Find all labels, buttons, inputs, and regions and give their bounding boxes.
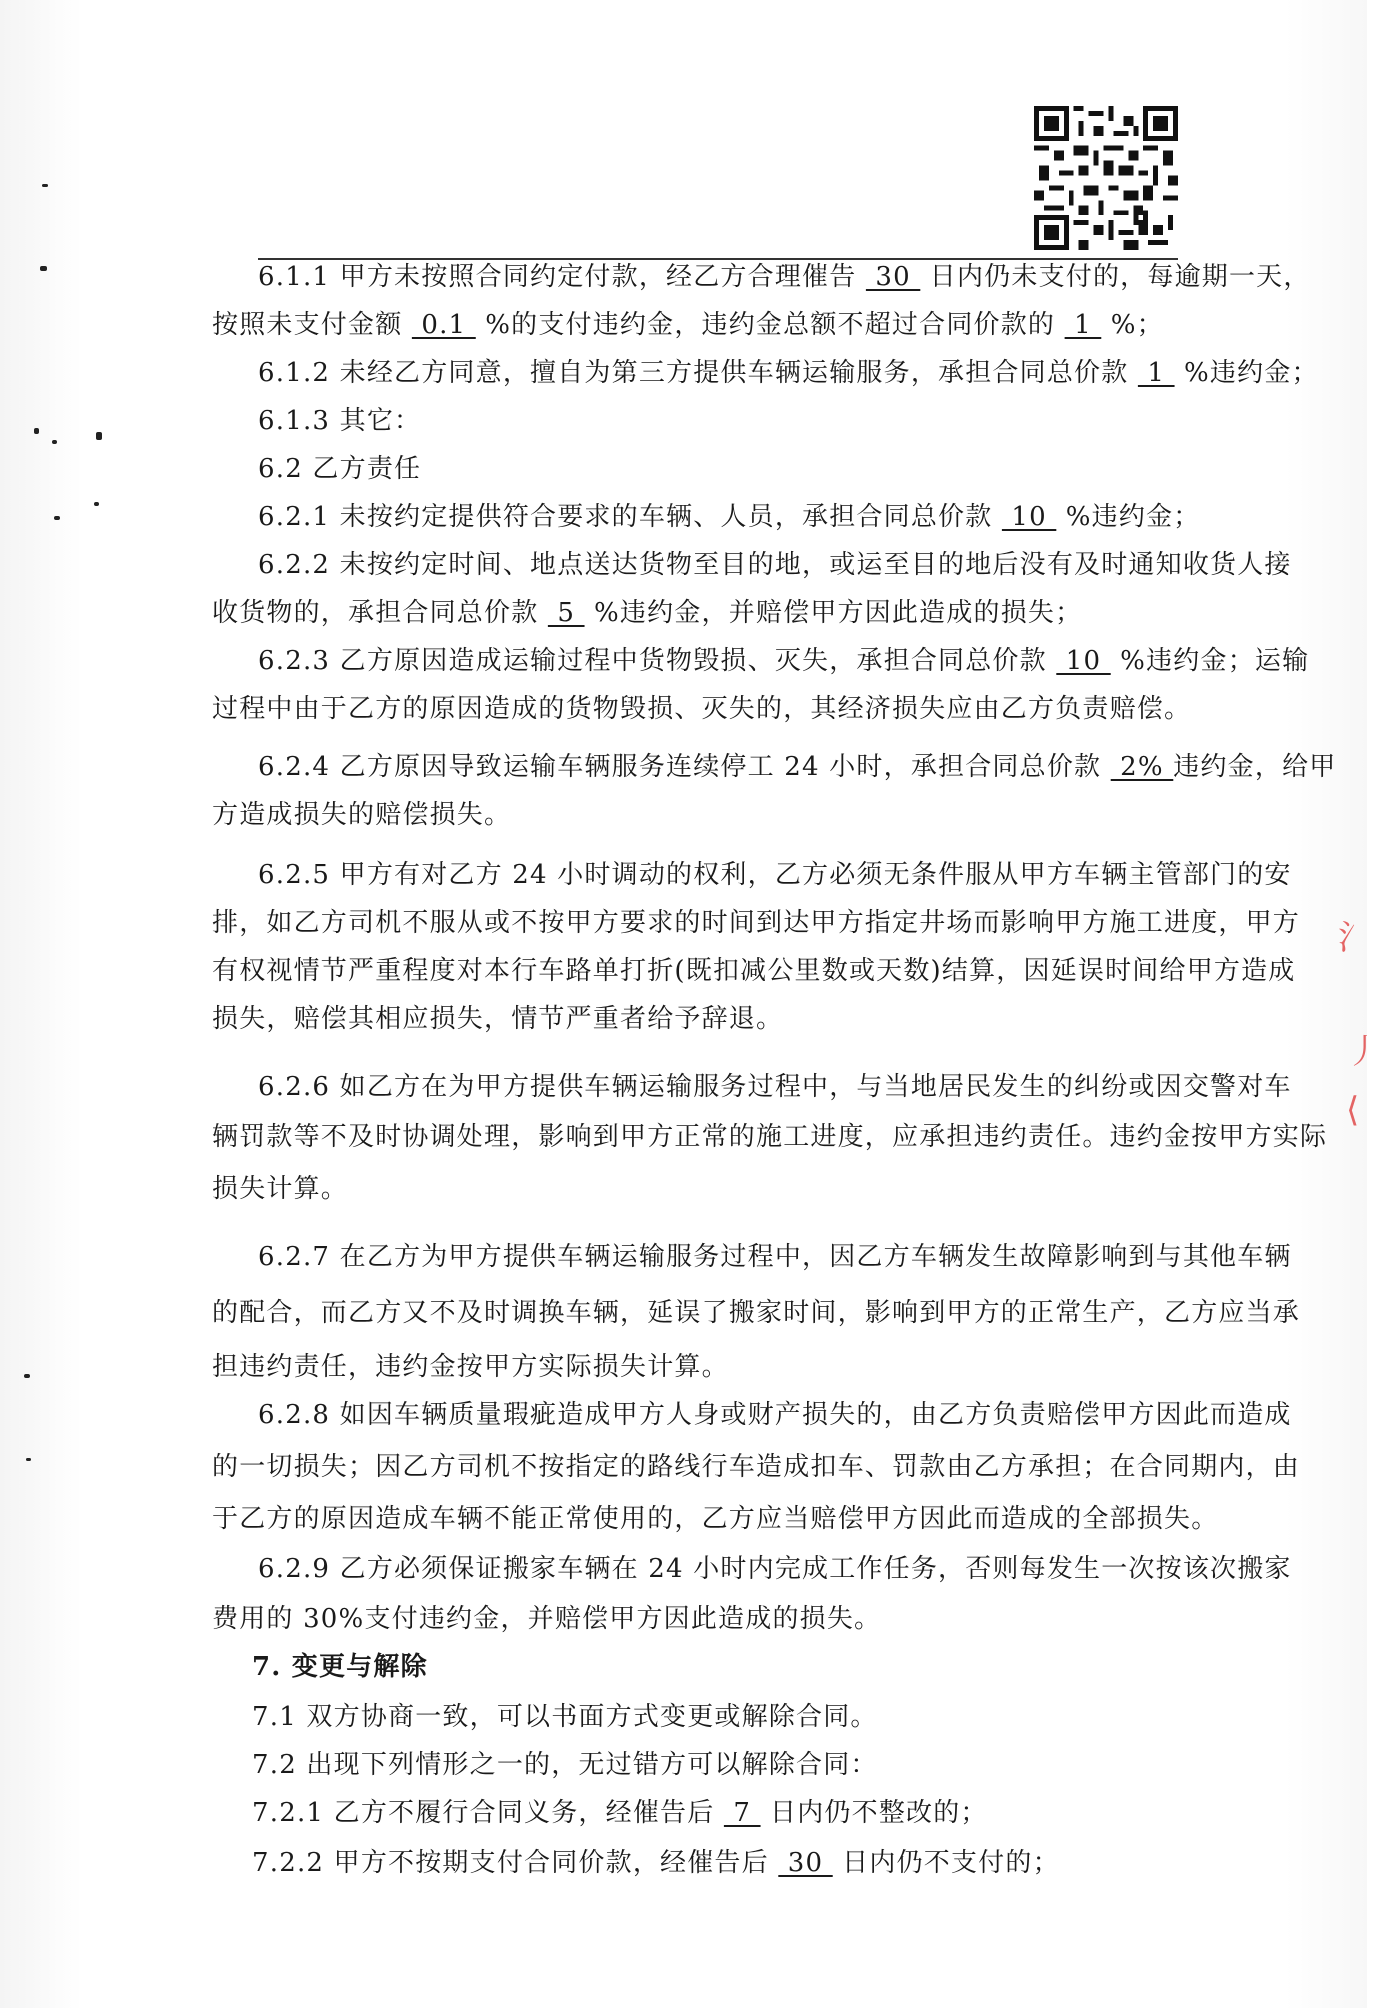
red-stamp-fragment: 氵 [1338,918,1372,958]
clause-text: 按照未支付金额 [212,310,412,340]
filled-blank: 1 [1137,358,1175,388]
scan-speck [40,266,47,271]
clause-text: 费用的 30%支付违约金，并赔偿甲方因此造成的损失。 [212,1604,882,1634]
filled-blank: 10 [1001,502,1057,532]
clause-text: 排，如乙方司机不服从或不按甲方要求的时间到达甲方指定井场而影响甲方施工进度，甲方 [212,908,1301,938]
clause-text: 6.2.3 乙方原因造成运输过程中货物毁损、灭失，承担合同总价款 [258,646,1057,676]
clause-text: 6.2.7 在乙方为甲方提供车辆运输服务过程中，因乙方车辆发生故障影响到与其他车辆 [258,1242,1292,1272]
clause-line [212,956,1296,986]
clause-text: 6.1.3 其它： [258,406,422,436]
clause-text: 损失计算。 [212,1174,349,1204]
clause-text: 6.2.8 如因车辆质量瑕疵造成甲方人身或财产损失的，由乙方负责赔偿甲方因此而造成 [258,1400,1292,1430]
filled-blank: 30 [865,262,921,292]
clause-line [258,1072,1292,1102]
clause-line [258,1554,1292,1584]
clause-text: 7.2.2 甲方不按期支付合同价款，经催告后 [252,1848,779,1878]
filled-blank: 2% [1110,752,1174,782]
clause-line [212,1298,1300,1328]
clause-line [258,454,421,484]
clause-text: 7. 变更与解除 [252,1652,428,1682]
clause-text: 的配合，而乙方又不及时调换车辆，延误了搬家时间，影响到甲方的正常生产，乙方应当承 [212,1298,1301,1328]
clause-line [252,1798,988,1828]
clause-text: 日内仍不整改的； [760,1798,988,1828]
filled-blank: 1 [1064,310,1102,340]
filled-blank: 0.1 [411,310,476,340]
clause-line [258,1400,1292,1430]
clause-text: 担违约责任，违约金按甲方实际损失计算。 [212,1352,729,1382]
clause-line [212,310,1164,340]
clause-line [212,694,1191,724]
scan-speck [96,432,102,440]
clause-line [258,262,1311,292]
clause-text: 7.2.1 乙方不履行合同义务，经催告后 [252,1798,724,1828]
clause-line [212,598,1082,628]
clause-text: %违约金，并赔偿甲方因此造成的损失； [584,598,1083,628]
scan-speck [42,184,48,187]
clause-text: 于乙方的原因造成车辆不能正常使用的，乙方应当赔偿甲方因此而造成的全部损失。 [212,1504,1219,1534]
clause-text: %违约金； [1056,502,1201,532]
clause-text: 的一切损失；因乙方司机不按指定的路线行车造成扣车、罚款由乙方承担；在合同期内，由 [212,1452,1301,1482]
clause-line [212,1122,1327,1152]
filled-blank: 30 [778,1848,833,1878]
clause-text: 6.2.4 乙方原因导致运输车辆服务连续停工 24 小时，承担合同总价款 [258,752,1111,782]
clause-text: %的支付违约金，违约金总额不超过合同价款的 [475,310,1065,340]
clause-text: 方造成损失的赔偿损失。 [212,800,512,830]
clause-line [258,358,1319,388]
red-stamp-fragment: ⟨ [1346,1090,1360,1130]
clause-line [252,1750,878,1780]
clause-line [258,752,1336,782]
clause-text: 7.1 双方协商一致，可以书面方式变更或解除合同。 [252,1702,878,1732]
clause-line [258,406,421,436]
scan-speck [24,1374,30,1378]
scan-speck [34,428,39,434]
clause-line [258,860,1292,890]
red-stamp-fragment: 丿 [1346,1032,1380,1072]
clause-text: 违约金，给甲 [1173,752,1337,782]
clause-line [212,908,1300,938]
filled-blank: 7 [723,1798,761,1828]
filled-blank: 10 [1056,646,1111,676]
clause-text: %违约金； [1174,358,1319,388]
clause-line [212,800,511,830]
clause-line [212,1004,783,1034]
filled-blank: 5 [547,598,585,628]
clause-text: %； [1101,310,1164,340]
scan-speck [54,516,60,520]
clause-line [212,1352,729,1382]
clause-text: 日内仍不支付的； [832,1848,1060,1878]
clause-line [258,646,1309,676]
clause-text: 辆罚款等不及时协调处理，影响到甲方正常的施工进度，应承担违约责任。违约金按甲方实际 [212,1122,1328,1152]
clause-text: 6.2.9 乙方必须保证搬家车辆在 24 小时内完成工作任务，否则每发生一次按该次搬家 [258,1554,1292,1584]
clause-line [258,1242,1292,1272]
clause-line [252,1848,1060,1878]
clause-line [212,1452,1300,1482]
clause-text: 收货物的，承担合同总价款 [212,598,548,628]
clause-line [212,1504,1218,1534]
clause-text: 7.2 出现下列情形之一的，无过错方可以解除合同： [252,1750,878,1780]
clause-line [258,550,1292,580]
clause-text: 损失，赔偿其相应损失，情节严重者给予辞退。 [212,1004,784,1034]
clause-text: 6.2.6 如乙方在为甲方提供车辆运输服务过程中，与当地居民发生的纠纷或因交警对车 [258,1072,1292,1102]
clause-line [252,1702,878,1732]
clause-text: 有权视情节严重程度对本行车路单打折(既扣减公里数或天数)结算，因延误时间给甲方造成 [212,956,1296,986]
clause-line [258,502,1200,532]
clause-text: 6.2 乙方责任 [258,454,422,484]
qr-code-icon [1034,104,1178,252]
clause-text: 6.2.2 未按约定时间、地点送达货物至目的地，或运至目的地后没有及时通知收货人接 [258,550,1292,580]
clause-line [212,1174,348,1204]
clause-text: %违约金；运输 [1110,646,1310,676]
clause-text: 6.2.5 甲方有对乙方 24 小时调动的权利，乙方必须无条件服从甲方车辆主管部门的安 [258,860,1292,890]
scan-speck [52,440,57,444]
scan-speck [94,502,99,506]
clause-text: 6.2.1 未按约定提供符合要求的车辆、人员，承担合同总价款 [258,502,1002,532]
clause-text: 6.1.2 未经乙方同意，擅自为第三方提供车辆运输服务，承担合同总价款 [258,358,1138,388]
clause-text: 日内仍未支付的，每逾期一天， [920,262,1311,292]
section-heading [252,1652,428,1682]
header-rule [258,258,1178,260]
scan-speck [26,1458,31,1461]
clause-text: 6.1.1 甲方未按照合同约定付款，经乙方合理催告 [258,262,866,292]
clause-line [212,1604,881,1634]
clause-text: 过程中由于乙方的原因造成的货物毁损、灭失的，其经济损失应由乙方负责赔偿。 [212,694,1192,724]
